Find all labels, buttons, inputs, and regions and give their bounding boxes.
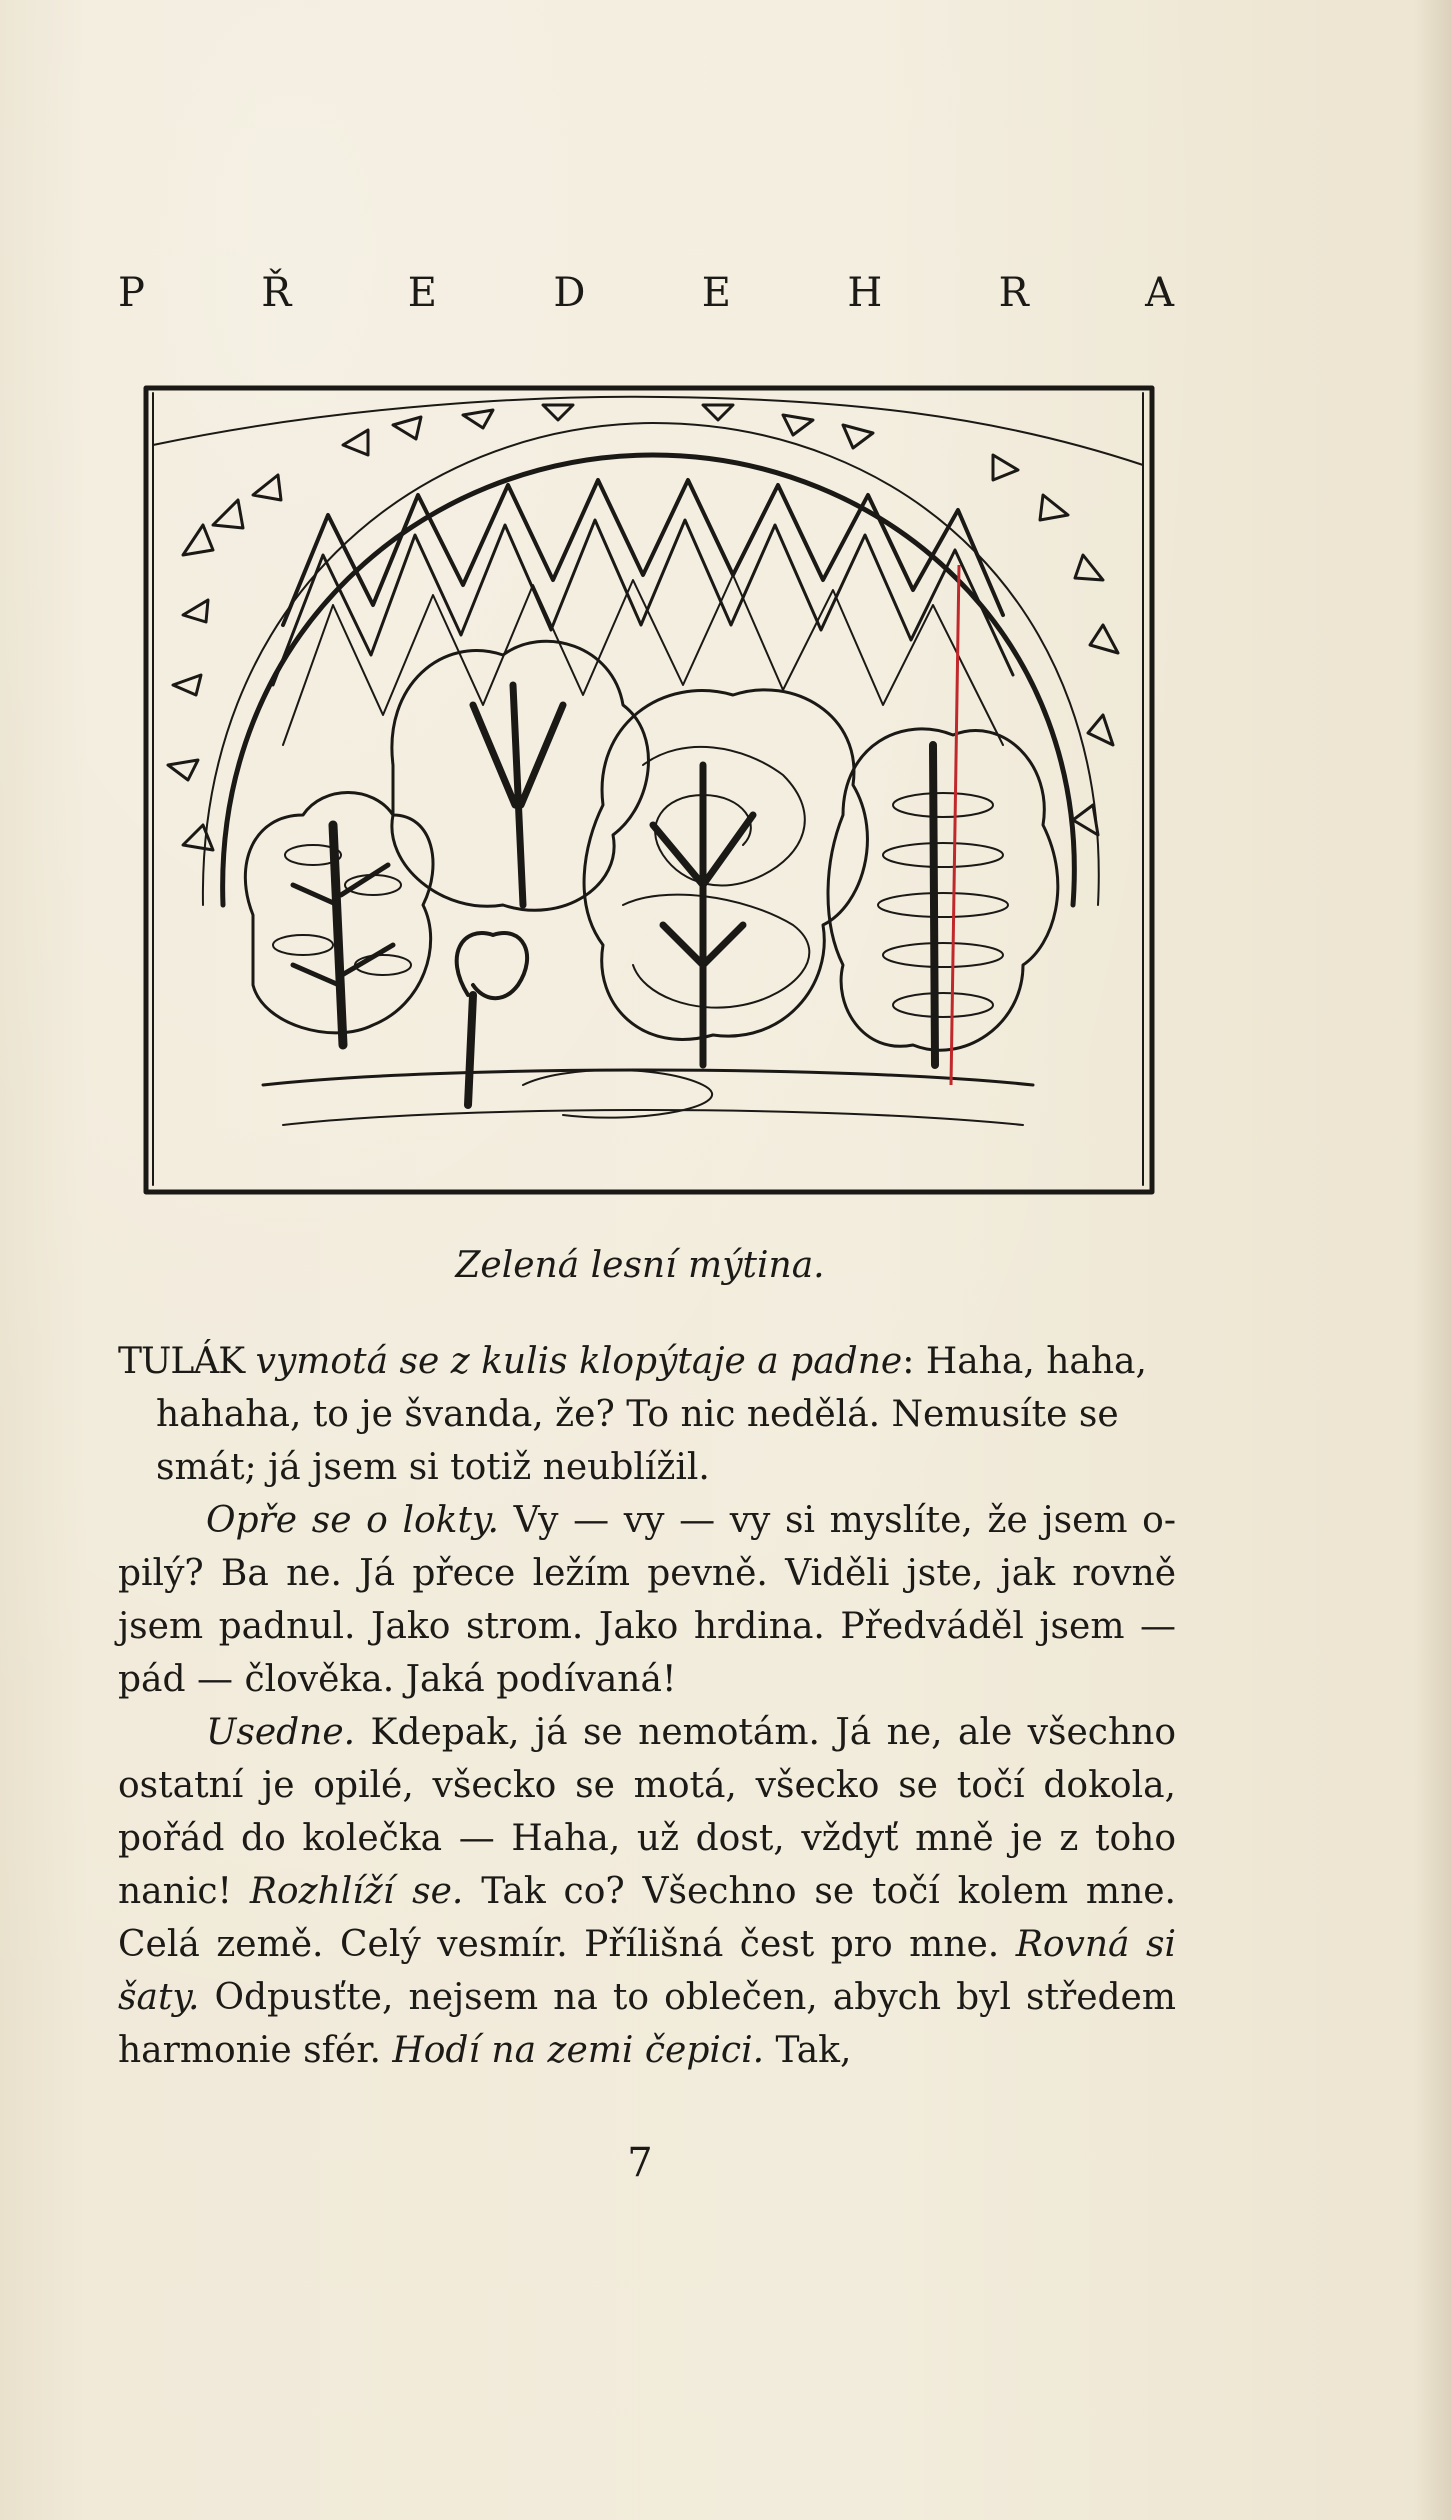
stage-direction: Rovná si šaty. — [118, 1924, 1176, 2018]
paragraph-continuation: hahaha, to je švanda, že? To nic nedělá. Nemusíte se — [156, 1394, 1119, 1435]
paragraph-continuation: smát; já jsem si totiž neublížil. — [156, 1447, 710, 1488]
title-letter: D — [553, 270, 588, 316]
body-text — [118, 1335, 1176, 2077]
dialogue-text: Kdepak, já se nemotám. Já ne, ale všechno ostatní je opilé, všecko se motá, všecko se točí dokola, pořád do kolečka — Haha, už dost, vždyť mně je z toho nanic! — [118, 1712, 1176, 1912]
dialogue-text: Tak, — [764, 2030, 852, 2071]
dialogue-text: Tak co? Všechno se točí kolem mne. Celá země. Celý vesmír. Přílišná čest pro mne. — [118, 1871, 1177, 1965]
paragraph — [118, 1706, 1176, 2077]
colon: : — [902, 1341, 915, 1382]
stage-direction: Hodí na zemi čepici. — [392, 2030, 765, 2071]
title-letter: H — [847, 270, 885, 316]
stage-direction: vymotá se z kulis klopýtaje a padne — [255, 1341, 903, 1382]
page-edge-shadow — [1415, 0, 1451, 2520]
dialogue-text: Vy — vy — vy si myslíte, že jsem o-pilý? Ba ne. Já přece ležím pevně. Viděli jste, jak rovně jsem padnul. Jako strom. Jako hrdina. Předváděl jsem — pád — člověka. Jaká podívaná! — [118, 1500, 1176, 1700]
arch-outline — [223, 455, 1075, 905]
title-letter: E — [701, 270, 733, 316]
forest-clearing-illustration — [143, 385, 1155, 1195]
dialogue-text: Haha, haha, — [914, 1341, 1147, 1382]
stage-direction: Rozhlíží se. — [249, 1871, 464, 1912]
paragraph — [118, 1494, 1176, 1706]
dialogue-text: Odpusťte, nejsem na to oblečen, abych byl středem harmonie sfér. — [118, 1977, 1176, 2071]
title-letter: P — [118, 270, 147, 316]
woodcut-drawing — [143, 385, 1155, 1195]
chapter-title — [118, 270, 1176, 316]
title-letter: R — [998, 270, 1031, 316]
title-letter: A — [1145, 270, 1176, 316]
title-letter: E — [407, 270, 439, 316]
paragraph — [118, 1335, 1176, 1388]
illustration-caption: Zelená lesní mýtina. — [455, 1245, 825, 1286]
stage-direction: Opře se o lokty. — [206, 1500, 499, 1541]
title-letter: Ř — [261, 270, 294, 316]
speaker-name: TULÁK — [118, 1341, 245, 1382]
stage-direction: Usedne. — [206, 1712, 356, 1753]
page-number: 7 — [627, 2140, 653, 2186]
